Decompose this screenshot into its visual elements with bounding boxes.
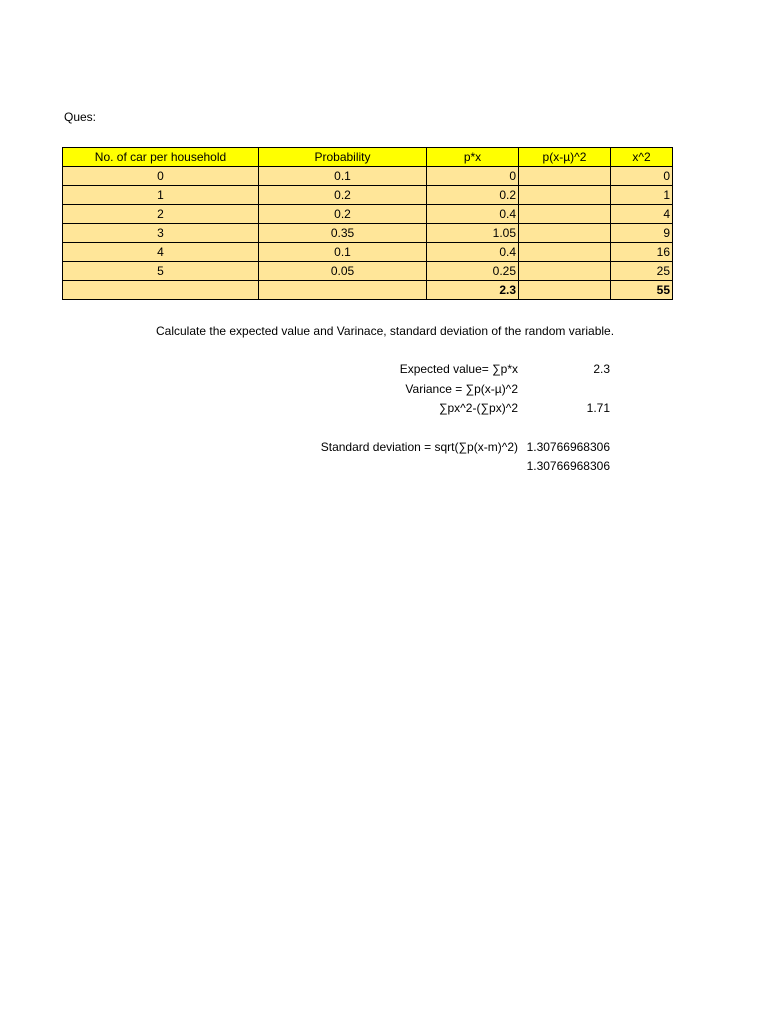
variance-alt-label: ∑px^2-(∑px)^2 [438, 401, 518, 415]
cell-x2[interactable]: 4 [611, 205, 673, 224]
table-row [63, 205, 673, 224]
header-cars[interactable]: No. of car per household [63, 148, 259, 167]
header-probability[interactable]: Probability [259, 148, 427, 167]
cell-p[interactable]: 0.2 [259, 186, 427, 205]
probability-table [62, 147, 673, 300]
cell-px[interactable]: 1.05 [427, 224, 519, 243]
cell-var[interactable] [519, 186, 611, 205]
cell-px[interactable]: 0.4 [427, 205, 519, 224]
header-x-squared[interactable]: x^2 [611, 148, 673, 167]
cell-var[interactable] [519, 205, 611, 224]
header-variance-term[interactable]: p(x-µ)^2 [519, 148, 611, 167]
std-dev-result: 1.30766968306 [526, 440, 610, 454]
cell-x[interactable]: 4 [63, 243, 259, 262]
table-header-row [63, 148, 673, 167]
expected-value-result: 2.3 [593, 362, 610, 376]
cell-p[interactable]: 0.1 [259, 243, 427, 262]
total-x2[interactable]: 55 [611, 281, 673, 300]
table-row [63, 167, 673, 186]
cell-x[interactable]: 5 [63, 262, 259, 281]
variance-label: Variance = ∑p(x-µ)^2 [405, 382, 518, 396]
totals-row [63, 281, 673, 300]
cell-x2[interactable]: 16 [611, 243, 673, 262]
table-row [63, 243, 673, 262]
cell-x2[interactable]: 25 [611, 262, 673, 281]
cell-x2[interactable]: 9 [611, 224, 673, 243]
expected-value-label: Expected value= ∑p*x [399, 362, 518, 376]
cell-px[interactable]: 0 [427, 167, 519, 186]
cell-x[interactable]: 2 [63, 205, 259, 224]
cell-p[interactable]: 0.05 [259, 262, 427, 281]
cell-empty[interactable] [519, 281, 611, 300]
cell-var[interactable] [519, 243, 611, 262]
variance-result: 1.71 [586, 401, 610, 415]
table-row [63, 262, 673, 281]
std-dev-label: Standard deviation = sqrt(∑p(x-m)^2) [320, 440, 518, 454]
cell-px[interactable]: 0.2 [427, 186, 519, 205]
cell-var[interactable] [519, 167, 611, 186]
cell-p[interactable]: 0.35 [259, 224, 427, 243]
table-row [63, 186, 673, 205]
header-px[interactable]: p*x [427, 148, 519, 167]
cell-p[interactable]: 0.2 [259, 205, 427, 224]
cell-x[interactable]: 3 [63, 224, 259, 243]
cell-px[interactable]: 0.4 [427, 243, 519, 262]
cell-empty[interactable] [259, 281, 427, 300]
cell-x[interactable]: 0 [63, 167, 259, 186]
cell-p[interactable]: 0.1 [259, 167, 427, 186]
cell-x2[interactable]: 0 [611, 167, 673, 186]
cell-px[interactable]: 0.25 [427, 262, 519, 281]
cell-x2[interactable]: 1 [611, 186, 673, 205]
cell-var[interactable] [519, 224, 611, 243]
total-px[interactable]: 2.3 [427, 281, 519, 300]
cell-var[interactable] [519, 262, 611, 281]
std-dev-result-2: 1.30766968306 [526, 459, 610, 473]
table-row [63, 224, 673, 243]
cell-x[interactable]: 1 [63, 186, 259, 205]
ques-label: Ques: [64, 110, 97, 124]
question-text: Calculate the expected value and Varinace, standard deviation of the random variable. [156, 324, 615, 338]
cell-empty[interactable] [63, 281, 259, 300]
